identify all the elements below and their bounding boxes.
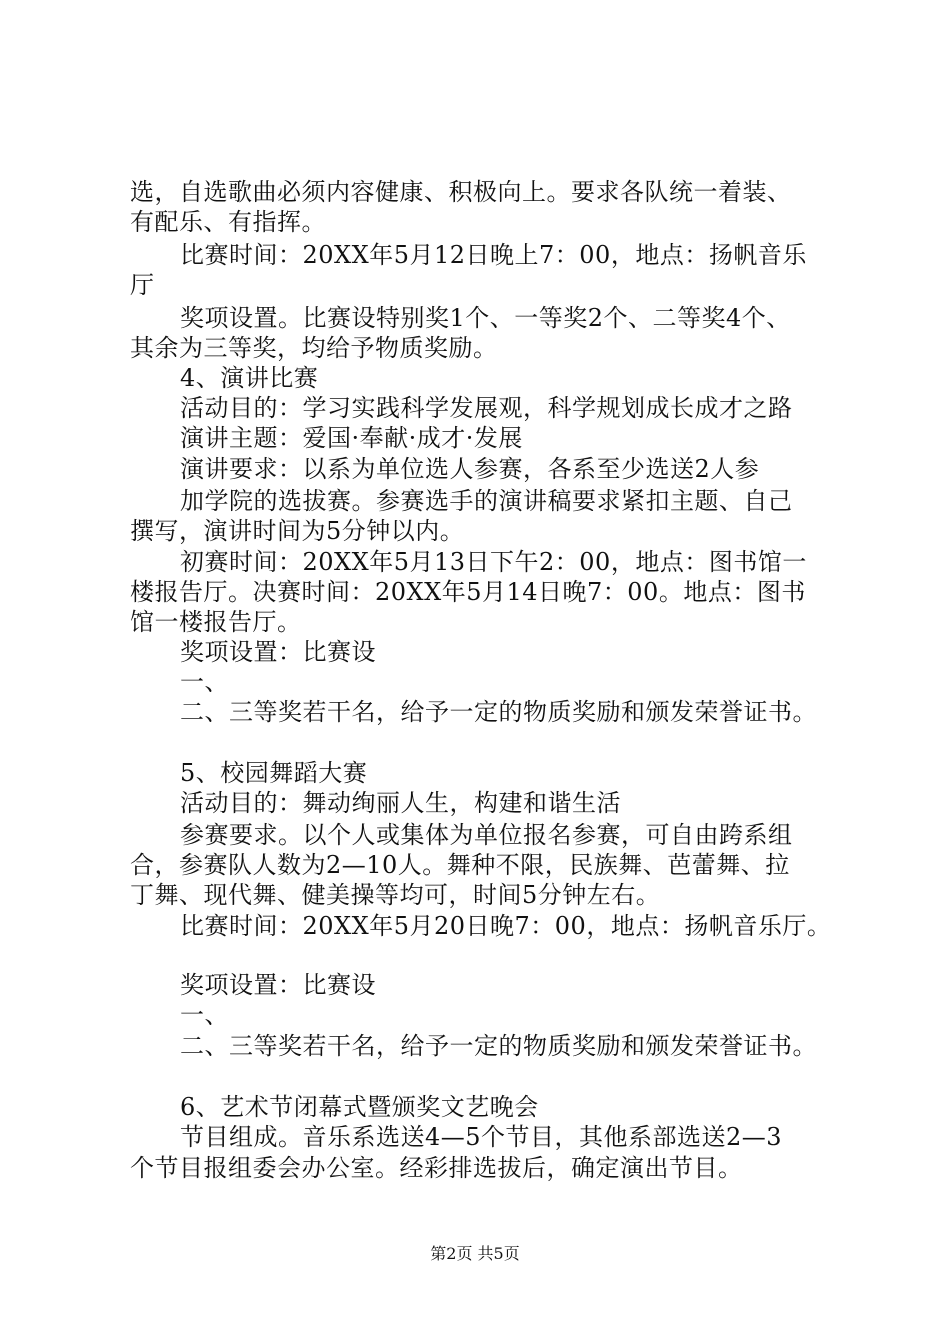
text-line: 楼报告厅。决赛时间：20XX年5月14日晚7：00。地点：图书 xyxy=(130,578,806,606)
text-line: 活动目的：学习实践科学发展观，科学规划成长成才之路 xyxy=(180,394,793,422)
text-line: 一、 xyxy=(180,1001,229,1029)
text-line: 演讲要求：以系为单位选人参赛，各系至少选送2人参 xyxy=(180,455,760,483)
text-line: 馆一楼报告厅。 xyxy=(130,608,302,636)
section-heading: 5、校园舞蹈大赛 xyxy=(180,759,368,787)
text-line: 有配乐、有指挥。 xyxy=(130,208,326,236)
text-line: 厅 xyxy=(130,271,155,299)
text-line: 奖项设置。比赛设特别奖1个、一等奖2个、二等奖4个、 xyxy=(180,304,791,332)
text-line: 合，参赛队人数为2—10人。舞种不限，民族舞、芭蕾舞、拉 xyxy=(130,851,790,879)
text-line: 二、三等奖若干名，给予一定的物质奖励和颁发荣誉证书。 xyxy=(180,1032,817,1060)
text-line: 活动目的：舞动绚丽人生，构建和谐生活 xyxy=(180,789,621,817)
text-line: 初赛时间：20XX年5月13日下午2：00，地点：图书馆一 xyxy=(180,548,807,576)
text-line: 演讲主题：爱国·奉献·成才·发展 xyxy=(180,424,523,452)
text-line: 二、三等奖若干名，给予一定的物质奖励和颁发荣誉证书。 xyxy=(180,698,817,726)
text-line: 一、 xyxy=(180,668,229,696)
text-line: 奖项设置：比赛设 xyxy=(180,638,376,666)
text-line: 撰写，演讲时间为5分钟以内。 xyxy=(130,517,465,545)
text-line: 参赛要求。以个人或集体为单位报名参赛，可自由跨系组 xyxy=(180,821,793,849)
text-line: 个节目报组委会办公室。经彩排选拔后，确定演出节目。 xyxy=(130,1154,743,1182)
text-line: 节目组成。音乐系选送4—5个节目，其他系部选送2—3 xyxy=(180,1123,783,1151)
text-line: 比赛时间：20XX年5月12日晚上7：00，地点：扬帆音乐 xyxy=(180,241,807,269)
page-footer: 第2页 共5页 xyxy=(430,1244,520,1263)
section-heading: 4、演讲比赛 xyxy=(180,364,319,392)
text-line: 奖项设置：比赛设 xyxy=(180,971,376,999)
text-line: 比赛时间：20XX年5月20日晚7：00，地点：扬帆音乐厅。 xyxy=(180,912,832,940)
text-line: 其余为三等奖，均给予物质奖励。 xyxy=(130,334,498,362)
text-line: 丁舞、现代舞、健美操等均可，时间5分钟左右。 xyxy=(130,881,661,909)
text-line: 加学院的选拔赛。参赛选手的演讲稿要求紧扣主题、自己 xyxy=(180,487,793,515)
text-line: 选，自选歌曲必须内容健康、积极向上。要求各队统一着装、 xyxy=(130,178,792,206)
section-heading: 6、艺术节闭幕式暨颁奖文艺晚会 xyxy=(180,1093,539,1121)
